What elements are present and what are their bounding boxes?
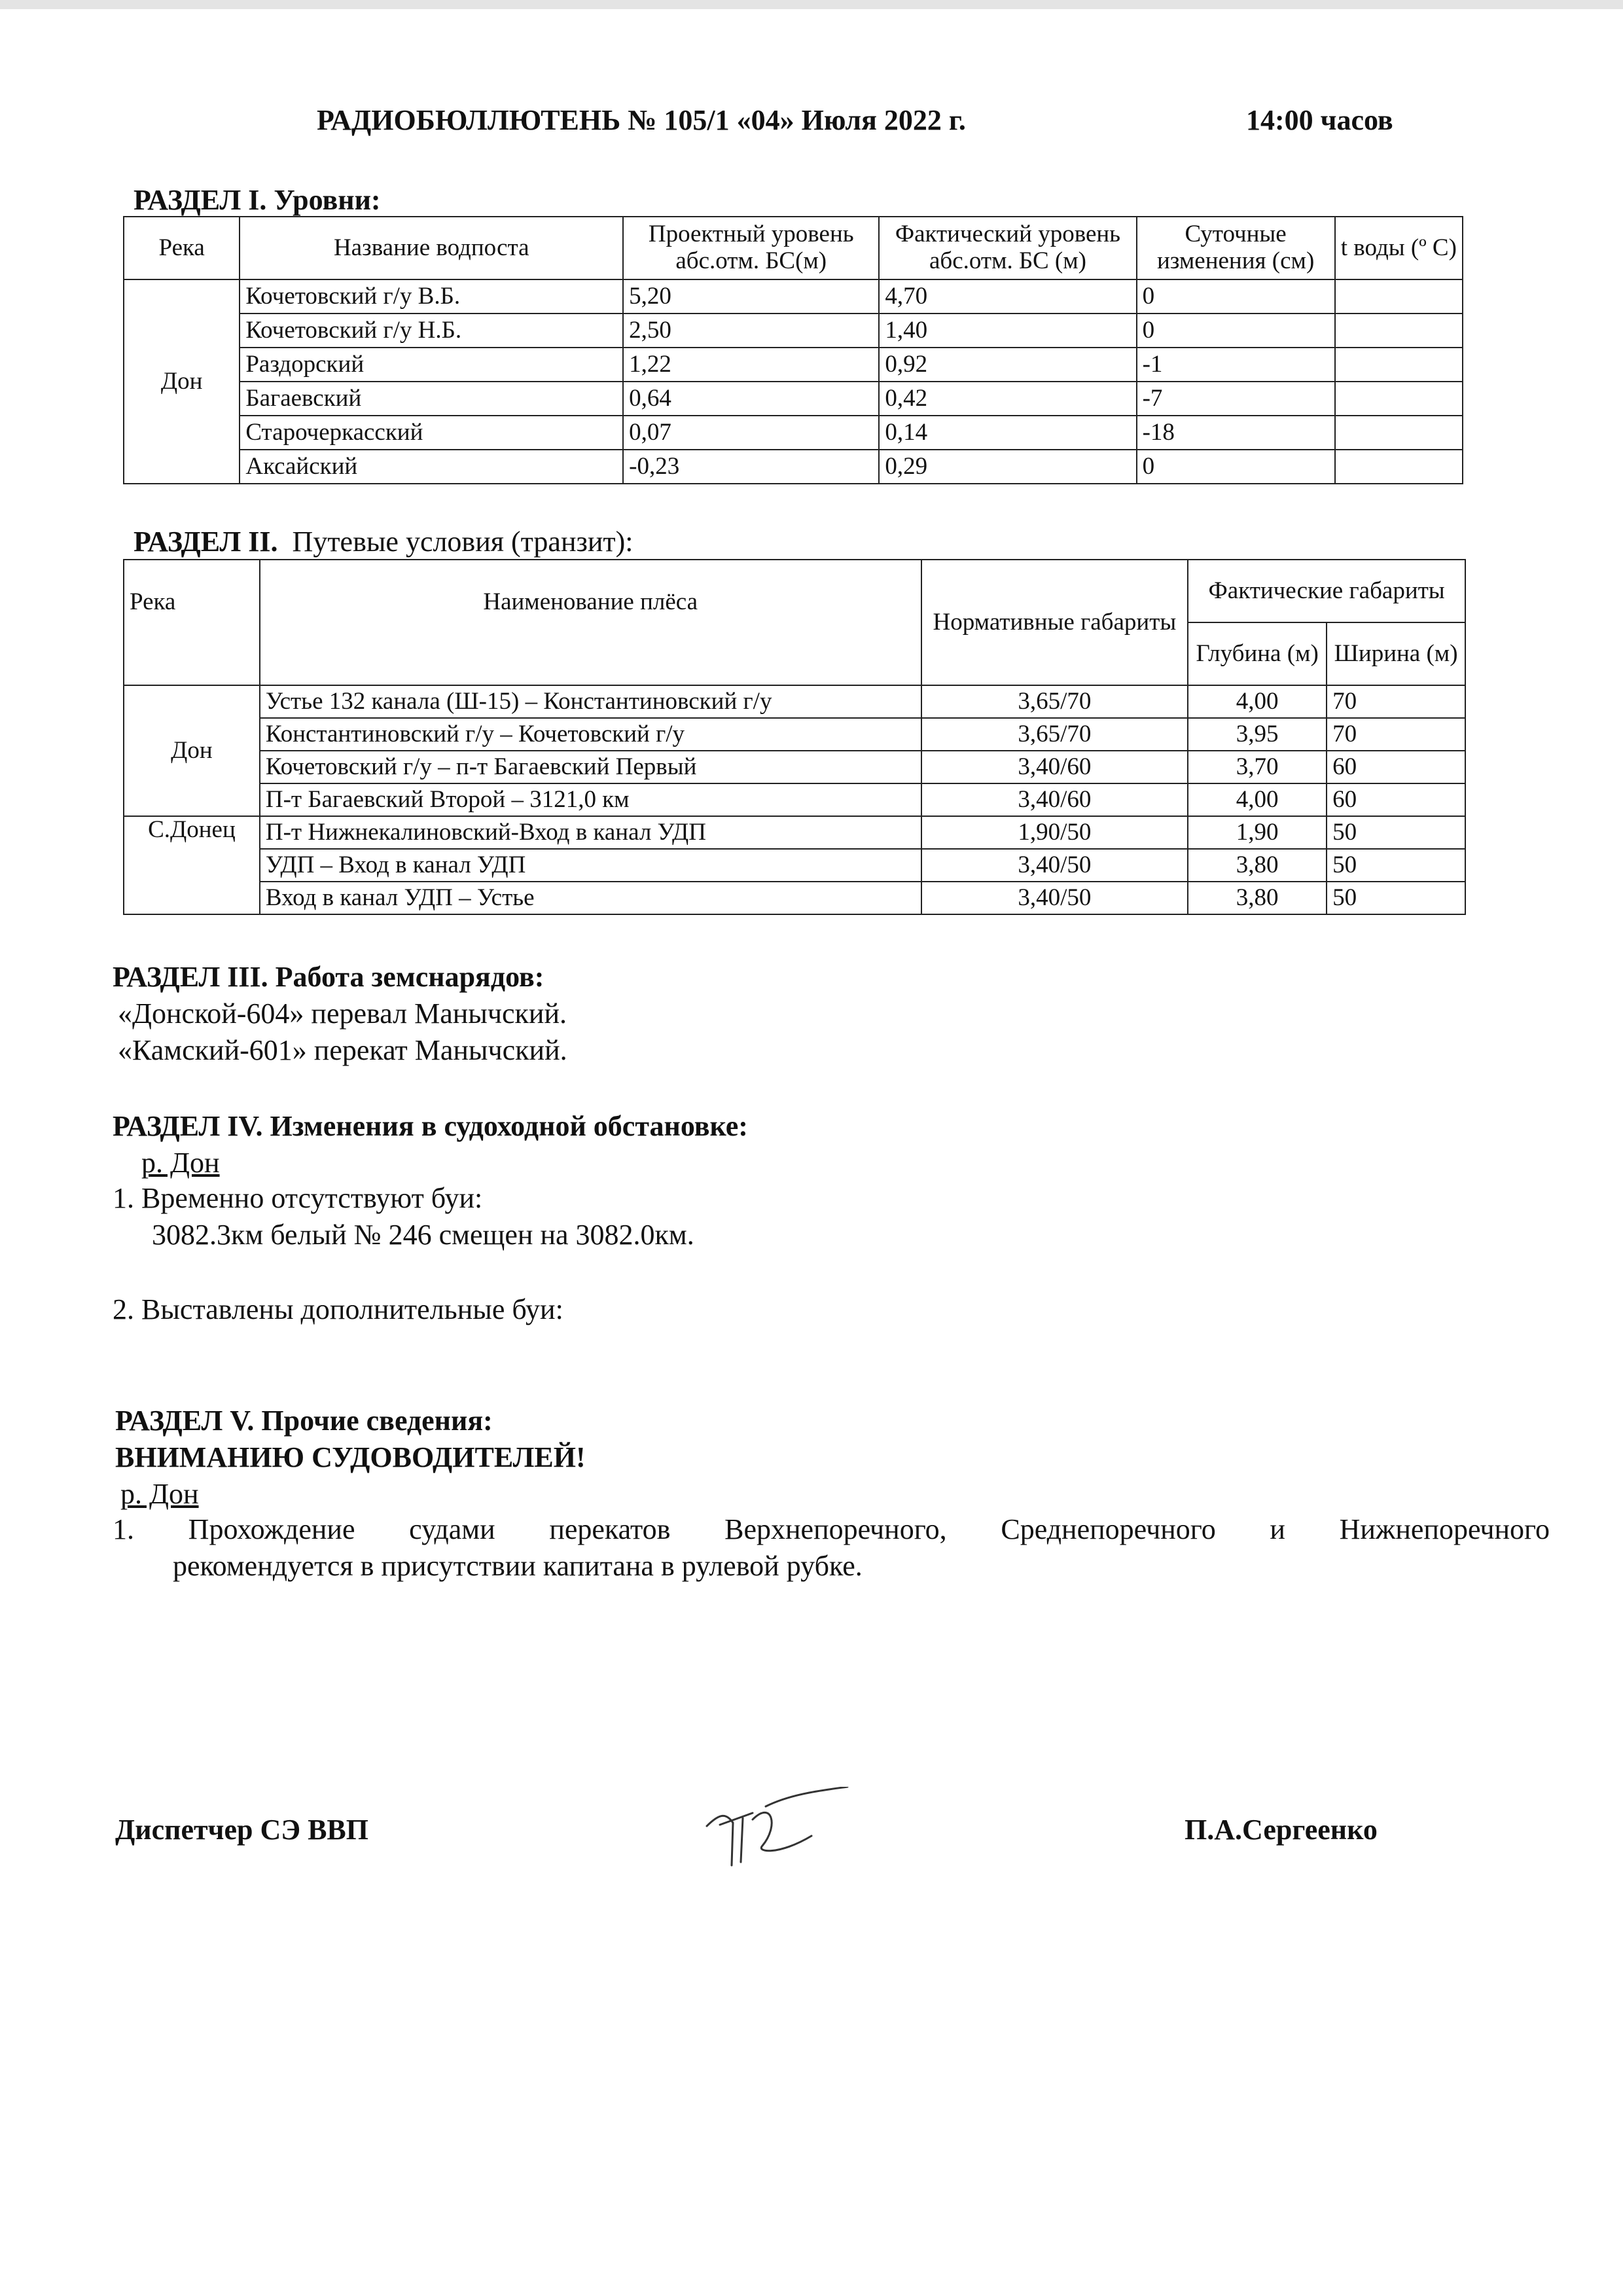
column-header: Наименование плёса — [260, 560, 921, 685]
column-header: t воды (º С) — [1335, 217, 1463, 279]
table-cell: 3,80 — [1188, 882, 1327, 914]
column-header: Название водпоста — [240, 217, 623, 279]
table-cell: УДП – Вход в канал УДП — [260, 849, 921, 882]
table-cell: 3,40/60 — [921, 751, 1188, 783]
river-cell: С.Донец — [124, 816, 260, 914]
table-cell: 5,20 — [623, 279, 879, 314]
table-cell: 1,90/50 — [921, 816, 1188, 849]
table-cell: 4,70 — [879, 279, 1136, 314]
table-cell: 3,95 — [1188, 718, 1327, 751]
list-item-continuation: рекомендуется в присутствии капитана в рулевой рубке. — [173, 1550, 863, 1582]
table-cell: П-т Нижнекалиновский-Вход в канал УДП — [260, 816, 921, 849]
river-cell: Дон — [124, 279, 240, 484]
table-cell: 0,07 — [623, 416, 879, 450]
table-cell: 1,22 — [623, 348, 879, 382]
section-2-title — [134, 525, 633, 558]
table-row — [124, 348, 1463, 382]
section-1-title: РАЗДЕЛ I. Уровни: — [134, 184, 381, 216]
river-subheading: р. Дон — [141, 1147, 220, 1179]
column-header: Нормативные габариты — [921, 560, 1188, 685]
table-cell: -0,23 — [623, 450, 879, 484]
table-cell: Кочетовский г/у Н.Б. — [240, 314, 623, 348]
table-row — [124, 718, 1465, 751]
table-cell: 0,29 — [879, 450, 1136, 484]
attention-heading: ВНИМАНИЮ СУДОВОДИТЕЛЕЙ! — [115, 1441, 586, 1473]
table-cell: 60 — [1327, 751, 1465, 783]
table-cell — [1335, 348, 1463, 382]
table-cell: 3,40/50 — [921, 882, 1188, 914]
table-cell: Раздорский — [240, 348, 623, 382]
table-cell: -18 — [1137, 416, 1335, 450]
table-cell — [1335, 314, 1463, 348]
column-header: Река — [124, 560, 260, 685]
table-cell — [1335, 450, 1463, 484]
bulletin-time: 14:00 часов — [1246, 104, 1393, 136]
table-cell: 3,65/70 — [921, 718, 1188, 751]
dredger-line: «Донской-604» перевал Манычский. — [118, 997, 567, 1030]
table-cell: 0,64 — [623, 382, 879, 416]
column-header: Проектный уровень абс.отм. БС(м) — [623, 217, 879, 279]
table-cell: 50 — [1327, 849, 1465, 882]
table-cell: Старочеркасский — [240, 416, 623, 450]
scan-edge — [0, 0, 1623, 9]
table-row — [124, 816, 1465, 849]
table-cell: 60 — [1327, 783, 1465, 816]
table-header-row — [124, 217, 1463, 279]
table-cell: Аксайский — [240, 450, 623, 484]
table-row — [124, 783, 1465, 816]
section-2-label: РАЗДЕЛ II. — [134, 526, 278, 558]
dispatcher-title: Диспетчер СЭ ВВП — [115, 1814, 368, 1846]
table-cell: Вход в канал УДП – Устье — [260, 882, 921, 914]
table-cell — [1335, 279, 1463, 314]
table-cell: 0,14 — [879, 416, 1136, 450]
list-item: 2. Выставлены дополнительные буи: — [113, 1293, 563, 1325]
table-cell: 70 — [1327, 718, 1465, 751]
table-cell: Устье 132 канала (Ш-15) – Константиновский г/у — [260, 685, 921, 718]
column-header: Ширина (м) — [1327, 622, 1465, 685]
table-row — [124, 685, 1465, 718]
table-cell: Константиновский г/у – Кочетовский г/у — [260, 718, 921, 751]
table-cell — [1335, 416, 1463, 450]
table-cell: 50 — [1327, 816, 1465, 849]
table-cell: 4,00 — [1188, 783, 1327, 816]
table-cell: 0 — [1137, 450, 1335, 484]
dredger-line: «Камский-601» перекат Манычский. — [118, 1034, 567, 1066]
table-row — [124, 314, 1463, 348]
column-header: Суточные изменения (см) — [1137, 217, 1335, 279]
signatory-name: П.А.Сергеенко — [1185, 1814, 1378, 1846]
table-row — [124, 279, 1463, 314]
table-cell: 3,80 — [1188, 849, 1327, 882]
table-cell: 70 — [1327, 685, 1465, 718]
table-row — [124, 751, 1465, 783]
section-2-subtitle: Путевые условия (транзит): — [292, 526, 633, 558]
table-cell: Кочетовский г/у В.Б. — [240, 279, 623, 314]
table-cell: 4,00 — [1188, 685, 1327, 718]
table-row — [124, 450, 1463, 484]
river-subheading: р. Дон — [120, 1478, 199, 1510]
list-item: 1. Прохождение судами перекатов Верхнепоречного, Среднепоречного и Нижнепоречного — [113, 1513, 1550, 1545]
table-row — [124, 382, 1463, 416]
table-row — [124, 849, 1465, 882]
section-4-title: РАЗДЕЛ IV. Изменения в судоходной обстановке: — [113, 1110, 748, 1142]
column-header: Глубина (м) — [1188, 622, 1327, 685]
column-header: Фактический уровень абс.отм. БС (м) — [879, 217, 1136, 279]
section-5-title: РАЗДЕЛ V. Прочие сведения: — [115, 1405, 493, 1437]
river-cell: Дон — [124, 685, 260, 816]
table-cell: 3,40/60 — [921, 783, 1188, 816]
list-item-detail: 3082.3км белый № 246 смещен на 3082.0км. — [152, 1219, 694, 1251]
table-cell: 0,42 — [879, 382, 1136, 416]
table-cell: П-т Багаевский Второй – 3121,0 км — [260, 783, 921, 816]
levels-table — [123, 216, 1463, 484]
table-cell: Кочетовский г/у – п-т Багаевский Первый — [260, 751, 921, 783]
table-cell: 3,40/50 — [921, 849, 1188, 882]
table-cell: Багаевский — [240, 382, 623, 416]
table-cell: 50 — [1327, 882, 1465, 914]
table-row — [124, 416, 1463, 450]
table-cell: -7 — [1137, 382, 1335, 416]
table-cell: 3,65/70 — [921, 685, 1188, 718]
bulletin-title: РАДИОБЮЛЛЮТЕНЬ № 105/1 «04» Июля 2022 г. — [317, 104, 966, 136]
table-cell: 2,50 — [623, 314, 879, 348]
route-conditions-table — [123, 559, 1466, 915]
table-cell — [1335, 382, 1463, 416]
table-cell: 0,92 — [879, 348, 1136, 382]
table-row — [124, 882, 1465, 914]
table-cell: 0 — [1137, 314, 1335, 348]
table-header-row — [124, 560, 1465, 622]
table-cell: 3,70 — [1188, 751, 1327, 783]
column-header: Фактические габариты — [1188, 560, 1465, 622]
handwritten-signature — [694, 1787, 851, 1878]
list-item: 1. Временно отсутствуют буи: — [113, 1182, 483, 1214]
bulletin-header — [317, 103, 1495, 149]
table-cell: 1,90 — [1188, 816, 1327, 849]
table-cell: 0 — [1137, 279, 1335, 314]
table-cell: 1,40 — [879, 314, 1136, 348]
section-3-title: РАЗДЕЛ III. Работа земснарядов: — [113, 961, 544, 993]
table-cell: -1 — [1137, 348, 1335, 382]
column-header: Река — [124, 217, 240, 279]
